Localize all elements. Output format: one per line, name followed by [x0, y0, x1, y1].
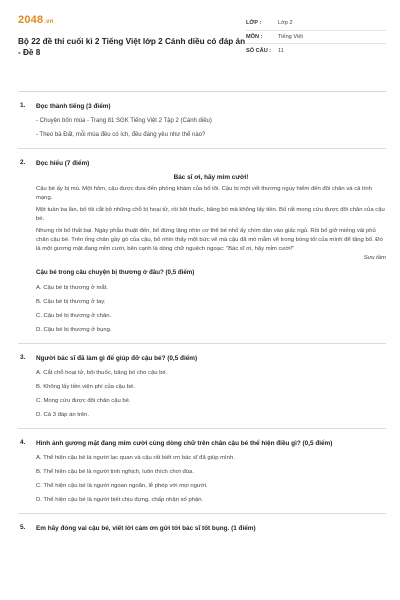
section-heading: Đọc hiểu (7 điểm) [36, 160, 90, 167]
answer-option: C. Mong cứu được đôi chân cậu bé. [36, 397, 131, 404]
bullet-item: - Theo bà Đất, mỗi mùa đều có ích, đều đáng yêu như thế nào? [36, 132, 206, 138]
answer-option: B. Cậu bé bị thương ở tay. [36, 298, 106, 305]
answer-option: C. Cậu bé bị thương ở chân. [36, 312, 112, 319]
story-paragraph: Một tuần ba lần, bố tôi cắt bỏ những chỗ bị hoại tử, rồi bôi thuốc, băng bó mà không lấy tiền. Bố rất mong cứu được đôi chân của cậu bé. [36, 207, 385, 222]
meta-value: Lớp 2 [278, 20, 293, 27]
answer-option: A. Thể hiện cậu bé là người lạc quan và cậu rất biết ơn bác sĩ đã giúp mình. [36, 454, 235, 461]
answer-option: D. Thể hiện cậu bé là người biết chịu đựng, chấp nhận số phận. [36, 496, 204, 503]
meta-key: MÔN : [246, 33, 263, 40]
answer-option: D. Cậu bé bị thương ở bụng. [36, 326, 112, 333]
section-divider [18, 428, 386, 429]
section-5 [18, 524, 386, 533]
section-number: 1. [20, 102, 26, 109]
section-divider [18, 513, 386, 514]
bullet-item: - Chuyện bốn mùa - Trang 81 SGK Tiếng Việt 2 Tập 2 (Cánh diều) [36, 118, 212, 124]
section-heading: Em hãy đóng vai cậu bé, viết lời cảm ơn gửi tới bác sĩ tốt bụng. (1 điểm) [36, 524, 256, 532]
story-source: Sưu tầm [363, 255, 386, 262]
section-number: 5. [20, 523, 26, 531]
meta-key: SỐ CÂU : [246, 47, 272, 54]
section-heading: Hình ảnh gương mặt đang mỉm cười cùng dòng chữ trên chân cậu bé thể hiện điều gì? (0,5 điểm) [36, 439, 333, 447]
logo-main: 2048 [18, 14, 44, 26]
meta-row-subject [246, 31, 386, 45]
story-title: Bác sĩ ơi, hãy mỉm cười! [173, 174, 249, 181]
answer-option: A. Cắt chỗ hoại tử, bôi thuốc, băng bó cho cậu bé. [36, 369, 168, 376]
answer-option: C. Thể hiện cậu bé là người ngoan ngoãn, lễ phép với mọi người. [36, 482, 208, 489]
site-logo[interactable] [18, 14, 246, 30]
section-2 [18, 159, 386, 334]
section-number: 3. [20, 353, 26, 361]
section-divider [18, 343, 386, 344]
section-1 [18, 102, 386, 139]
question-text: Cậu bé trong câu chuyện bị thương ở đâu? (0,5 điểm) [36, 269, 195, 277]
answer-option: B. Không lấy tiền viện phí của cậu bé. [36, 383, 135, 390]
section-3 [18, 354, 386, 419]
section-heading: Người bác sĩ đã làm gì để giúp đỡ cậu bé? (0,5 điểm) [36, 354, 198, 362]
document-title: Bộ 22 đề thi cuối kì 2 Tiếng Việt lớp 2 Cánh diều có đáp án - Đề 8 [18, 37, 246, 57]
answer-option: B. Thể hiện cậu bé là người tinh nghịch, luôn thích chơi đùa. [36, 468, 194, 475]
meta-value: Tiếng Việt [278, 33, 303, 40]
section-4 [18, 439, 386, 504]
section-number: 4. [20, 438, 26, 446]
meta-key: LỚP : [246, 20, 262, 27]
section-divider [18, 148, 386, 149]
meta-table [246, 14, 386, 91]
answer-option: D. Cả 3 đáp án trên. [36, 411, 90, 418]
meta-row-class [246, 17, 386, 31]
logo-suffix: .vn [44, 19, 54, 25]
answer-option: A. Cậu bé bị thương ở mắt. [36, 284, 108, 291]
header-left [18, 14, 246, 91]
story-paragraph: Cậu bé ấy bị mù. Một hôm, cậu được đưa đến phòng khám của bố tôi. Cậu bị một vết thương nguy hiểm đến đôi chân và cả tính mạng. [36, 186, 372, 201]
meta-row-count [246, 44, 386, 58]
section-number: 2. [20, 159, 26, 166]
meta-value: 11 [278, 47, 284, 54]
document-header [18, 14, 386, 92]
section-heading: Đọc thành tiếng (3 điểm) [36, 103, 111, 110]
story-paragraph: Nhưng rồi bố thất bại. Ngày phẫu thuật đến, bố đứng lặng nhìn cơ thể bé nhỏ ấy chìm dần vào giấc ngủ. Rồi bố giở miếng vải phủ chân cậu bé. Trên ống chân gầy gò của cậu, bố nhìn thấy một bức vẽ mà cậu đã mò mẫm vẽ trong bóng tối của mình để tặng bố. Đó là một gương mặt đang mỉm cười, bên cạnh là dòng chữ nguệch ngoạc: “Bác sĩ ơi, hãy mỉm cười!” [36, 228, 383, 252]
